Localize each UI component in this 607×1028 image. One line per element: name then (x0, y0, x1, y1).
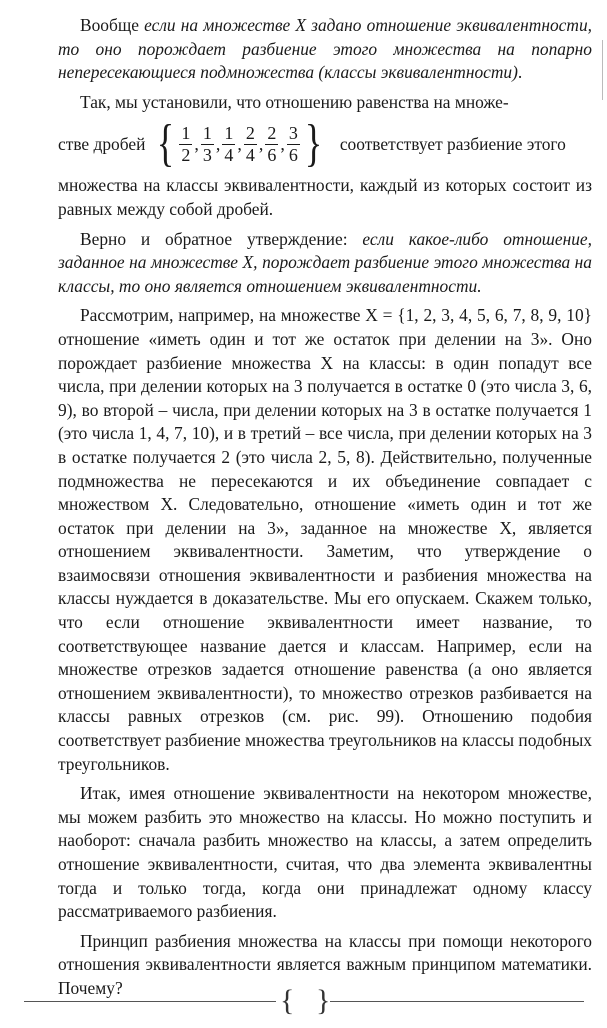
paragraph-question: Принцип разбиения множества на классы при помощи некоторого отношения эквивалентности является важным принципом математики. Почему? (58, 930, 592, 998)
paragraph-remainder-example: Рассмотрим, например, на множестве X = {1, 2, 3, 4, 5, 6, 7, 8, 9, 10} отношение «иметь один и тот же остаток при делении на 3». Оно порождает разбиение множества X на классы: в один попадут все числа, при делении которых на 3 получается в остатке 0 (это числа 3, 6, 9), во второй – числа, при делении которых на 3 в остатке получается 1 (это числа 1, 4, 7, 10), и в третий – все числа, при делении которых на 3 в остатке получается 2 (это числа 2, 5, 8). Действительно, полученные подмножества не пересекаются и их объединение совпадает с множеством X. Следовательно, отношение «иметь один и тот же остаток при делении на 3», заданное на множестве X, является отношением эквивалентности. Заметим, что утверждение о взаимосвязи отношения эквивалентности и разбиения множества на классы нуждается в доказательстве. Мы его опускаем. Скажем только, что если отношение эквивалентности имеет название, то соответствующее название дается и классам. Например, если на множестве отрезков задается отношение равенства (а оно является отношением эквивалентности), то множество отрезков разбивается на классы равных отрезков (см. рис. 99). Отношению подобия соответствует разбиение множества треугольников на классы подобных треугольников. (58, 305, 592, 774)
fraction-set: { $\frac{1}{2}$ , $\frac{1}{3}$ , $\frac{1}{4}$ , $\frac{2}{4}$ , $\frac{2}{6}$ , $\frac{3}{6}$ } (157, 115, 323, 173)
fractions-lead-text: стве дробей (58, 133, 146, 154)
fractions-lead-line: Так, мы установили, что отношению равенства на множе- (80, 91, 509, 112)
paragraph-intro-statement: Вообще если на множестве X задано отношение эквивалентности, то оно порождает разбиение этого множества на попарно непересекающиеся подмножества (классы эквивалентности). (58, 15, 592, 83)
footer-open-bracket: { (280, 984, 295, 1017)
footer-rule-left (24, 1001, 276, 1002)
paragraph-converse (58, 228, 592, 299)
fractions-continuation: множества на классы эквивалентности, каждый из которых состоит из равных между собой дробей. (58, 175, 592, 219)
page-body (58, 14, 592, 1007)
footer-close-bracket: } (316, 984, 331, 1017)
converse-plain-text: Верно и обратное утверждение: (80, 228, 363, 249)
fraction-5: $\frac{2}{6}$ (267, 122, 277, 165)
fraction-set-line (58, 114, 592, 174)
fraction-4: $\frac{2}{4}$ (245, 122, 255, 165)
fraction-6: $\frac{3}{6}$ (288, 122, 298, 165)
fraction-2: $\frac{1}{3}$ (202, 122, 212, 165)
scan-edge-mark (602, 40, 603, 100)
intro-italic-text: если на множестве X задано отношение эквивалентности, то оно порождает разбиение этого множества на попарно непересекающиеся подмножества (классы эквивалентности) (58, 15, 592, 83)
paragraph-summary: Итак, имея отношение эквивалентности на некотором множестве, мы можем разбить это множество на классы. Но можно поступить и наоборот: сначала разбить множество на классы, а затем определить отношение эквивалентности, считая, что два элемента эквивалентны тогда и только тогда, когда они принадлежат одному классу рассматриваемого разбиения. (58, 783, 592, 922)
footer-rule-right (330, 1001, 584, 1002)
fraction-3: $\frac{1}{4}$ (224, 122, 234, 165)
fractions-trail-text: соответствует разбиение этого (339, 133, 566, 154)
page-footer-ornament (24, 986, 584, 1016)
close-brace: } (304, 115, 323, 173)
paragraph-fractions-example (58, 91, 592, 115)
fraction-1: $\frac{1}{2}$ (181, 122, 191, 165)
open-brace: { (157, 115, 175, 173)
converse-italic-text: если какое-либо отношение, заданное на множестве X, порождает разбиение этого множества на классы, то оно является отношением эквивалентности. (58, 228, 593, 296)
